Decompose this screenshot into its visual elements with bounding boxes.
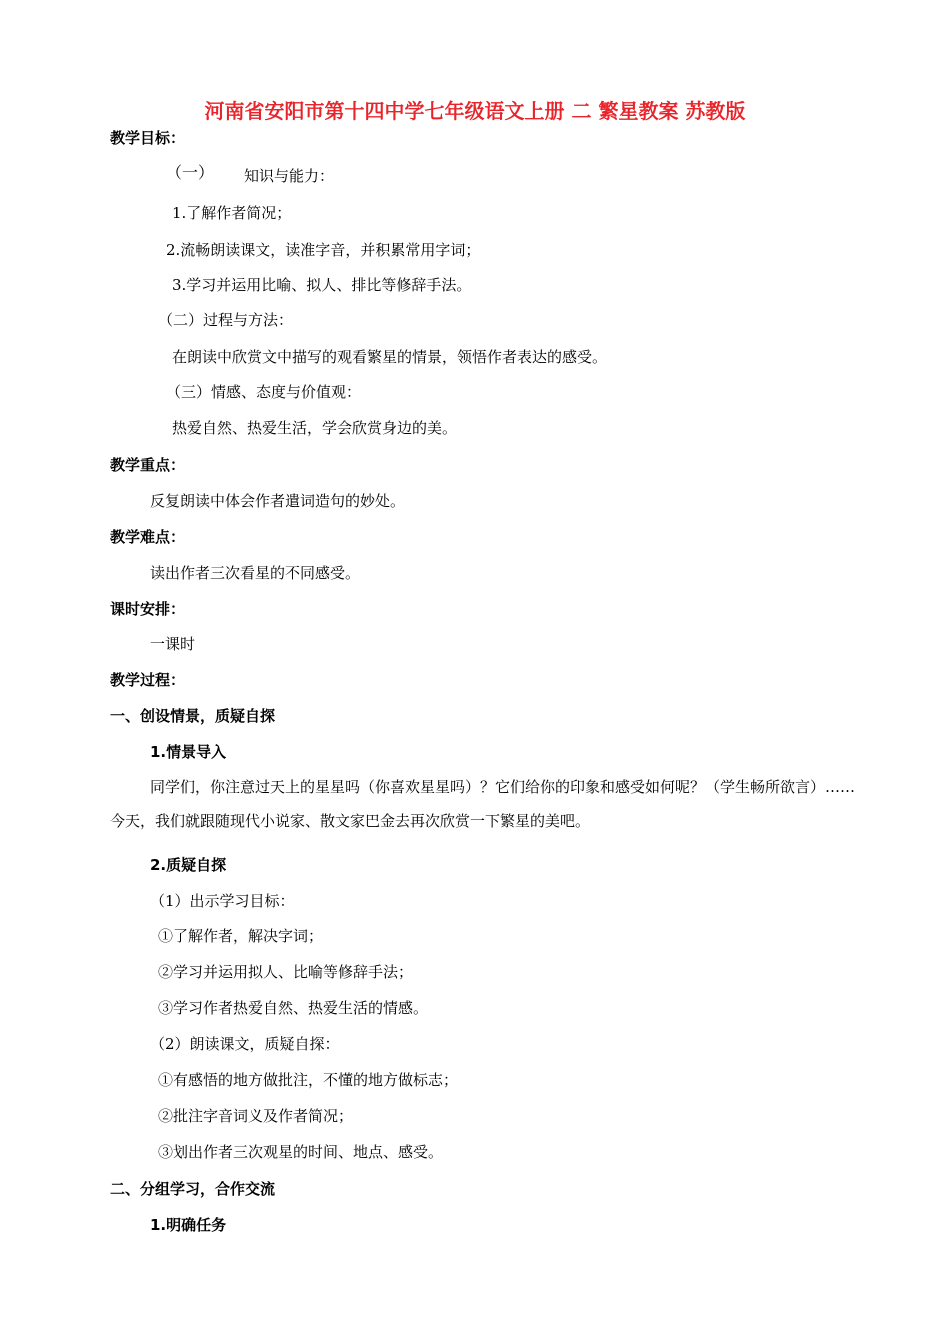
step1-item-3: ③学习作者热爱自然、热爱生活的情感。 — [158, 999, 429, 1017]
part1-heading: 一、创设情景，质疑自探 — [110, 707, 276, 725]
section3-text: 热爱自然、热爱生活，学会欣赏身边的美。 — [172, 419, 458, 437]
part1-sub1-heading: 1.情景导入 — [150, 743, 227, 761]
document-title: 河南省安阳市第十四中学七年级语文上册 二 繁星教案 苏教版 — [204, 99, 746, 123]
schedule-heading: 课时安排： — [110, 600, 186, 618]
intro-paragraph: 同学们，你注意过天上的星星吗（你喜欢星星吗）？它们给你的印象和感受如何呢？（学生畅所欲言）……今天，我们就跟随现代小说家、散文家巴金去再次欣赏一下繁星的美吧。 — [110, 778, 856, 830]
focus-text: 反复朗读中体会作者遣词造句的妙处。 — [150, 492, 406, 510]
section1-marker: （一） — [166, 163, 215, 182]
step2-heading: （2）朗读课文，质疑自探： — [150, 1035, 340, 1053]
difficulty-heading: 教学难点： — [110, 528, 186, 546]
goal-item-3: 3.学习并运用比喻、拟人、排比等修辞手法。 — [172, 276, 472, 294]
part2-heading: 二、分组学习，合作交流 — [110, 1180, 276, 1198]
step2-item-2: ②批注字音词义及作者简况； — [158, 1107, 354, 1125]
step2-item-3: ③划出作者三次观星的时间、地点、感受。 — [158, 1143, 444, 1161]
schedule-text: 一课时 — [150, 635, 196, 653]
step1-item-1: ①了解作者，解决字词； — [158, 927, 324, 945]
section1-label: 知识与能力： — [244, 167, 335, 185]
part1-sub2-heading: 2.质疑自探 — [150, 856, 227, 874]
goal-item-1: 1.了解作者简况； — [172, 204, 292, 222]
process-heading: 教学过程： — [110, 671, 186, 689]
focus-heading: 教学重点： — [110, 456, 186, 474]
part2-sub1-heading: 1.明确任务 — [150, 1216, 227, 1234]
goals-heading: 教学目标： — [110, 129, 186, 147]
step2-item-1: ①有感悟的地方做批注，不懂的地方做标志； — [158, 1071, 459, 1089]
step1-item-2: ②学习并运用拟人、比喻等修辞手法； — [158, 963, 414, 981]
step1-heading: （1）出示学习目标： — [150, 892, 295, 910]
goal-item-2: 2.流畅朗读课文，读准字音，并积累常用字词； — [166, 241, 481, 259]
difficulty-text: 读出作者三次看星的不同感受。 — [150, 564, 361, 582]
section3-heading: （三）情感、态度与价值观： — [166, 383, 362, 401]
section2-heading: （二）过程与方法： — [158, 311, 294, 329]
section2-text: 在朗读中欣赏文中描写的观看繁星的情景，领悟作者表达的感受。 — [172, 348, 608, 366]
